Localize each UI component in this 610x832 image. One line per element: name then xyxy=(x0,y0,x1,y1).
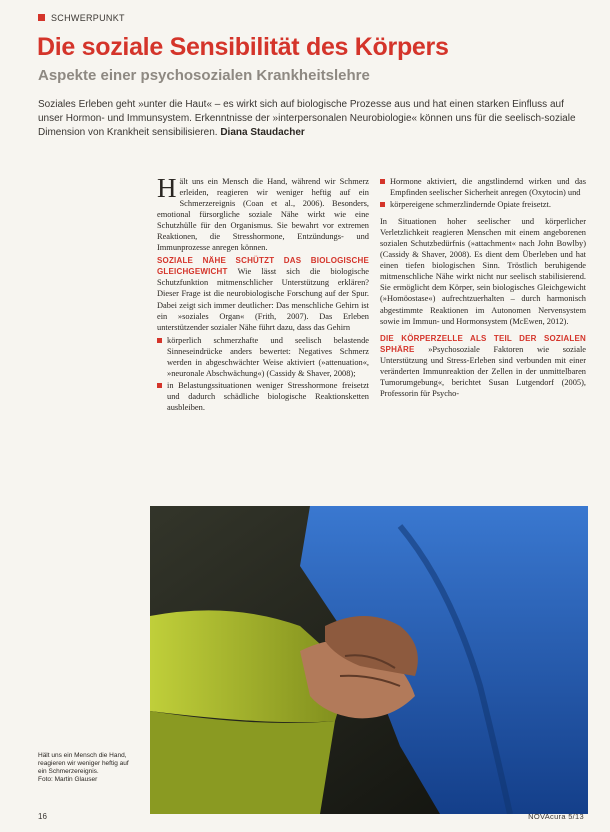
intro-text: ält uns ein Mensch die Hand, während wir Schmerz erleiden, reagieren wir weniger heftig auf ein Schmerzereignis (Coan et al., 2006). Besonders, emotional fürsorgliche soziale Nähe wirkt wie eine Schutzhülle für den Organismus. Sie bewahrt vor extremen Reaktionen, die Stresshormone, Entzündungs- und Immunprozesse anregen können. xyxy=(157,177,369,253)
list-item: Hormone aktiviert, die angstlindernd wirken und das Empfinden seelischer Sicherheit anregen (Oxytocin) und xyxy=(380,176,586,198)
lead-text: Soziales Erleben geht »unter die Haut« – es wirkt sich auf biologische Prozesse aus und hat einen starken Einfluss auf unser Hormon- und Immunsystem. Erkenntnisse der »interpersonalen Neurobiologie« können uns für die seelisch-soziale Dimension von Krankheit sensibilisieren. xyxy=(38,99,576,138)
intro-paragraph xyxy=(157,176,369,253)
section-heading-2: DIE KÖRPERZELLE ALS TEIL DER SOZIALEN SPHÄRE xyxy=(380,333,586,354)
magazine-name: NOVAcura 5/13 xyxy=(528,812,584,821)
list-item: körpereigene schmerzlindernde Opiate freisetzt. xyxy=(380,199,586,210)
bullet-list-right xyxy=(380,176,586,210)
photo-credit: Foto: Martin Glauser xyxy=(38,776,98,783)
bullet-list-left xyxy=(157,335,369,413)
text-column-left xyxy=(157,176,369,489)
page-number: 16 xyxy=(38,812,47,821)
list-item: körperlich schmerzhafte und seelisch belastende Sinneseindrücke anders bewertet: Negatives Schmerz werden in abgeschwächter Weise aktiviert (»attenuation«, »neuronale Abschwächung«) (Cassidy & Shaver, 2008); xyxy=(157,335,369,379)
author-name: Diana Staudacher xyxy=(220,127,305,138)
lead-paragraph xyxy=(38,98,586,140)
kicker-marker xyxy=(38,14,45,21)
kicker-label: SCHWERPUNKT xyxy=(51,13,125,23)
section-heading-1: SOZIALE NÄHE SCHÜTZT DAS BIOLOGISCHE GLEICHGEWICHT xyxy=(157,256,369,277)
list-item: in Belastungssituationen weniger Stresshormone freisetzt und dadurch schädliche biologische Reaktionsketten ausbleiben. xyxy=(157,380,369,413)
caption-text: Hält uns ein Mensch die Hand, reagieren wir weniger heftig auf ein Schmerzereignis. xyxy=(38,752,129,775)
body-paragraph: In Situationen hoher seelischer und körperlicher Verletzlichkeit reagieren Menschen mit einem angeborenen sozialen Schutzbedürfnis (»attachment« nach John Bowlby) (Cassidy & Shaver, 2008). Es dient dem Überleben und hat einen tiefen biologischen Sinn. Tröstlich beruhigende mitmenschliche Nähe wirkt nicht nur seelisch stabilisierend. Sie ermöglicht dem Körper, sein biologisches Gleichgewicht (»Homöostase«) aufrechtzuerhalten – durch harmonisch abgestimmte Reaktionen im Autonomen Nervensystem sowie im Immun- und Hormonsystem (McEwen, 2012). xyxy=(380,217,586,326)
drop-cap: H xyxy=(157,176,177,203)
section-text-2: »Psychosoziale Faktoren wie soziale Unterstützung und Stress-Erleben sind verbunden mit einer veränderten Immunreaktion der Zellen in der unmittelbaren Tumorumgebung«, berichtet Susan Lutgendorf (2005), Professorin für Psycho- xyxy=(380,344,586,398)
green-coat xyxy=(150,711,335,814)
text-column-right xyxy=(380,176,586,498)
photo-caption xyxy=(38,752,138,784)
article-subtitle: Aspekte einer psychosozialen Krankheitslehre xyxy=(38,67,370,84)
section-paragraph-2 xyxy=(380,333,586,399)
kicker xyxy=(38,13,125,23)
hands-photo xyxy=(150,506,588,814)
section-paragraph-1 xyxy=(157,255,369,332)
article-title: Die soziale Sensibilität des Körpers xyxy=(37,33,449,61)
section-text-1: Wie lässt sich die biologische Schutzfunktion mitmenschlicher Unterstützung erklären? Dieser Frage ist die neurobiologische Forschung auf der Spur. Dabei zeigt sich immer deutlicher: Das menschliche Gehirn ist ein »soziales Organ« (Frith, 2007). Das Erleben unterstützender sozialer Nähe führt dazu, dass das Gehirn xyxy=(157,267,369,332)
